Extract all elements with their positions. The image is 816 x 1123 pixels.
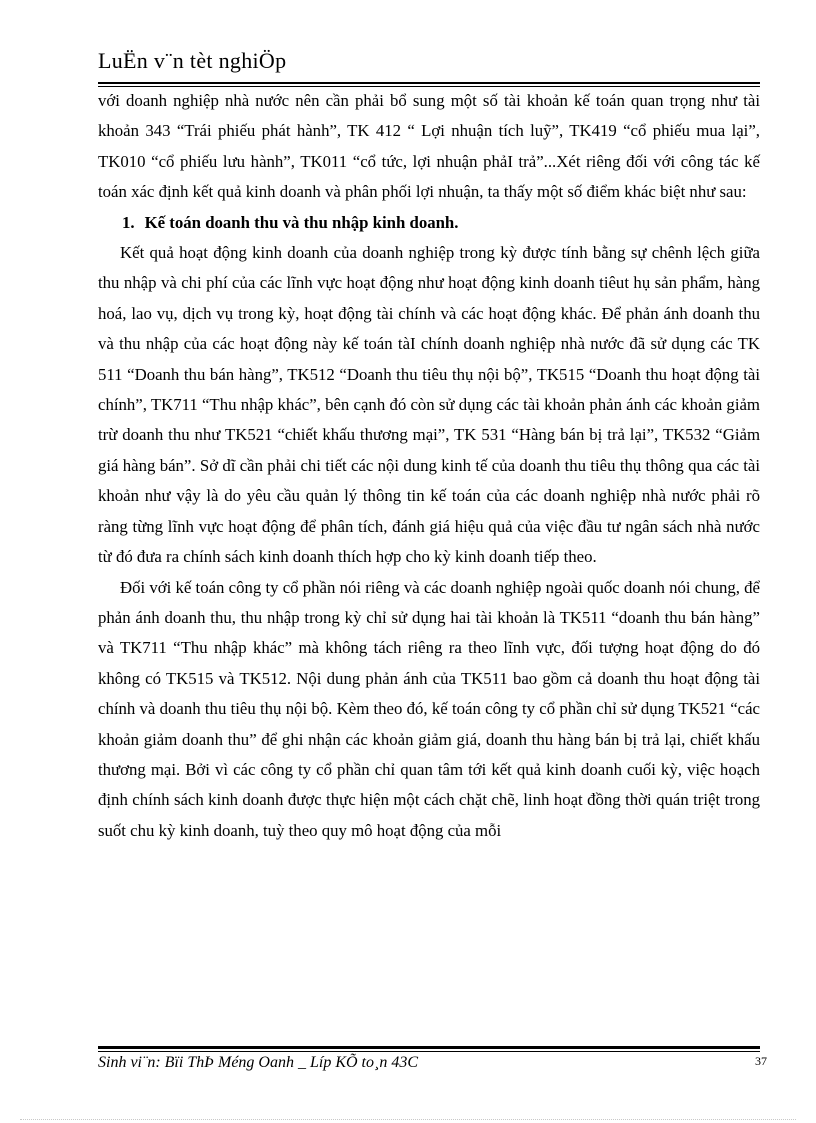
page-header-title: LuËn v¨n tèt nghiÖp <box>98 48 287 73</box>
document-body <box>98 86 760 846</box>
footer-rule-thin <box>98 1051 760 1052</box>
header-rule-thick <box>98 82 760 84</box>
footer-author: Sinh vi¨n: Bïi ThÞ Méng Oanh _ Líp KÕ to¸n 43C <box>98 1054 418 1071</box>
paragraph-continuation: với doanh nghiệp nhà nước nên cần phải bổ sung một số tài khoản kế toán quan trọng như tài khoản 343 “Trái phiếu phát hành”, TK 412 “ Lợi nhuận tích luỹ”, TK419 “cổ phiếu mua lại”, TK010 “cổ phiếu lưu hành”, TK011 “cổ tức, lợi nhuận phảI trả”...Xét riêng đối với công tác kế toán xác định kết quả kinh doanh và phân phối lợi nhuận, ta thấy một số điểm khác biệt như sau: <box>98 91 760 202</box>
page-number: 37 <box>755 1054 767 1068</box>
page-bottom-dotted-border <box>20 1119 796 1120</box>
footer-rule-thick <box>98 1046 760 1049</box>
section-heading <box>98 208 760 238</box>
section-heading-number: 1. <box>122 212 135 232</box>
section-heading-text: Kế toán doanh thu và thu nhập kinh doanh. <box>144 212 459 232</box>
paragraph-joint-stock: Đối với kế toán công ty cổ phần nói riêng và các doanh nghiệp ngoài quốc doanh nói chung, để phản ánh doanh thu, thu nhập trong kỳ chỉ sử dụng hai tài khoản là TK511 “doanh thu bán hàng” và TK711 “Thu nhập khác” mà không tách riêng ra theo lĩnh vực, đối tượng hoạt động do đó không có TK515 và TK512. Nội dung phản ánh của TK511 bao gồm cả doanh thu hoạt động tài chính và doanh thu tiêu thụ nội bộ. Kèm theo đó, kế toán công ty cổ phần chỉ sử dụng TK521 “các khoản giảm doanh thu” để ghi nhận các khoản giảm giá, doanh thu hàng bán bị trả lại, chiết khấu thương mại. Bởi vì các công ty cổ phần chỉ quan tâm tới kết quả kinh doanh cuối kỳ, việc hoạch định chính sách kinh doanh được thực hiện một cách chặt chẽ, linh hoạt đồng thời quán triệt trong suốt chu kỳ kinh doanh, tuỳ theo quy mô hoạt động của mỗi <box>98 577 760 840</box>
paragraph-business-results: Kết quả hoạt động kinh doanh của doanh nghiệp trong kỳ được tính bằng sự chênh lệch giữa thu nhập và chi phí của các lĩnh vực hoạt động như hoạt động kinh doanh tiêut hụ sản phẩm, hàng hoá, lao vụ, dịch vụ trong kỳ, hoạt động tài chính và các hoạt động khác. Để phản ánh doanh thu và thu nhập của các hoạt động này kế toán tàI chính doanh nghiệp nhà nước đã sử dụng các TK 511 “Doanh thu bán hàng”, TK512 “Doanh thu tiêu thụ nội bộ”, TK515 “Doanh thu hoạt động tài chính”, TK711 “Thu nhập khác”, bên cạnh đó còn sử dụng các tài khoản phản ánh các khoản giảm trừ doanh thu như TK521 “chiết khấu thương mại”, TK 531 “Hàng bán bị trả lại”, TK532 “Giảm giá hàng bán”. Sở dĩ cần phải chi tiết các nội dung kinh tế của doanh thu tiêu thụ thông qua các tài khoản như vậy là do yêu cầu quản lý thông tin kế toán của các doanh nghiệp nhà nước phải rõ ràng từng lĩnh vực hoạt động để phân tích, đánh giá hiệu quả của việc đầu tư ngân sách nhà nước từ đó đưa ra chính sách kinh doanh thích hợp cho kỳ kinh doanh tiếp theo. <box>98 243 760 567</box>
